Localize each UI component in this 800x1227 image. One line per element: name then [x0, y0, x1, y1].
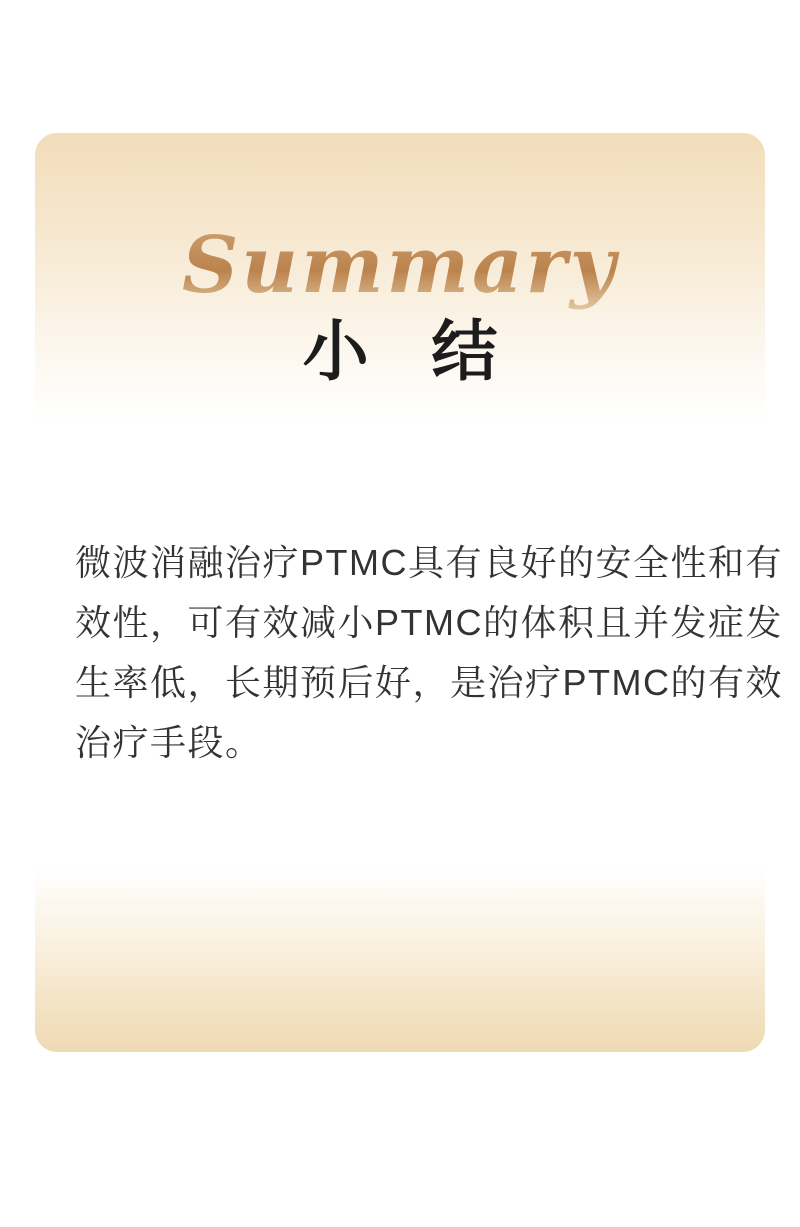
paragraph-line: 治疗手段。: [75, 722, 263, 763]
paragraph-line: 生率低，长期预后好，是治疗PTMC的有效: [75, 662, 783, 703]
paragraph-line: 效性，可有效减小PTMC的体积且并发症发: [75, 602, 783, 643]
summary-script-title: Summary: [35, 221, 765, 311]
summary-chinese-title: 小结: [302, 316, 561, 389]
paragraph-line: 微波消融治疗PTMC具有良好的安全性和有: [75, 542, 783, 583]
summary-paragraph: [75, 533, 783, 773]
summary-card: [35, 133, 783, 1052]
